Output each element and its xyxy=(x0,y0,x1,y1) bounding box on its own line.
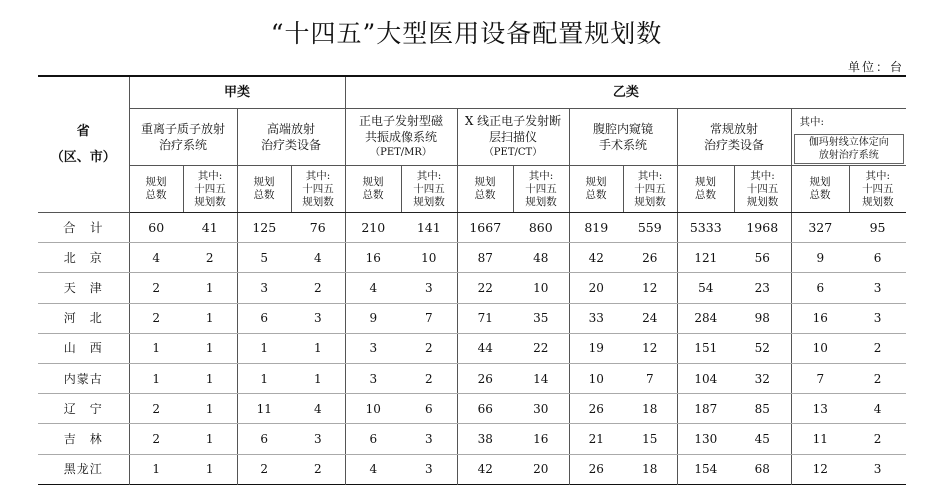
table-cell: 32 xyxy=(734,363,791,393)
sub-header-145-planned: 其中: 十四五 规划数 xyxy=(183,166,237,213)
gamma-knife-label: 伽玛射线立体定向 放射治疗系统 xyxy=(794,134,905,164)
province-name: 辽 宁 xyxy=(38,394,129,424)
table-cell: 860 xyxy=(513,213,569,243)
table-row xyxy=(38,243,906,273)
group-header-3: 正电子发射型磁 共振成像系统 （PET/MR） xyxy=(345,109,457,166)
table-cell: 16 xyxy=(345,243,401,273)
table-cell: 16 xyxy=(791,303,849,333)
table-row xyxy=(38,363,906,393)
table-cell: 6 xyxy=(237,424,291,454)
table-cell: 4 xyxy=(369,462,378,477)
group-header-4: X 线正电子发射断 层扫描仪 （PET/CT） xyxy=(457,109,569,166)
table-cell: 20 xyxy=(513,454,569,484)
table-cell: 56 xyxy=(734,243,791,273)
table-cell: 41 xyxy=(183,213,237,243)
table-cell: 12 xyxy=(812,462,828,477)
table-cell: 1 xyxy=(183,394,237,424)
province-name: 黑龙江 xyxy=(38,454,129,484)
table-cell: 2 xyxy=(401,363,457,393)
table-cell: 76 xyxy=(291,213,345,243)
table-cell: 819 xyxy=(569,213,623,243)
table-cell: 1 xyxy=(183,363,237,393)
table-cell: 52 xyxy=(734,333,791,363)
table-cell: 2 xyxy=(129,273,183,303)
table-cell: 3 xyxy=(401,454,457,484)
sub-header-145-planned: 其中: 十四五 规划数 xyxy=(401,166,457,213)
table-cell: 95 xyxy=(849,213,906,243)
table-cell: 54 xyxy=(677,273,734,303)
province-name: 河 北 xyxy=(38,303,129,333)
table-cell: 35 xyxy=(513,303,569,333)
table-cell: 3 xyxy=(849,273,906,303)
table-cell: 6 xyxy=(401,394,457,424)
table-cell: 1 xyxy=(183,303,237,333)
table-cell: 12 xyxy=(623,333,677,363)
table-cell: 16 xyxy=(513,424,569,454)
sub-header-145-planned: 其中: 十四五 规划数 xyxy=(849,166,906,213)
table-cell: 5333 xyxy=(677,213,734,243)
table-row xyxy=(38,394,906,424)
table-cell: 21 xyxy=(569,424,623,454)
group-header-6: 常规放射 治疗类设备 xyxy=(677,109,791,166)
table-cell: 22 xyxy=(457,273,513,303)
sub-header-145-planned: 其中: 十四五 规划数 xyxy=(513,166,569,213)
table-cell: 24 xyxy=(623,303,677,333)
table-cell: 18 xyxy=(623,454,677,484)
group-header-1: 重离子质子放射 治疗系统 xyxy=(129,109,237,166)
table-cell: 4 xyxy=(129,243,183,273)
table-cell: 1 xyxy=(291,333,345,363)
table-cell: 10 xyxy=(791,333,849,363)
province-name: 天 津 xyxy=(38,273,129,303)
table-row xyxy=(38,424,906,454)
table-cell: 6 xyxy=(791,273,849,303)
table-cell: 44 xyxy=(457,333,513,363)
table-cell: 42 xyxy=(477,462,493,477)
sub-header-planned-total: 规划 总数 xyxy=(677,166,734,213)
gamma-knife-header xyxy=(791,109,906,166)
table-cell: 3 xyxy=(345,333,401,363)
table-row xyxy=(38,333,906,363)
table-cell: 42 xyxy=(569,243,623,273)
table-cell: 327 xyxy=(791,213,849,243)
table-cell: 284 xyxy=(677,303,734,333)
table-cell: 2 xyxy=(129,394,183,424)
table-cell: 10 xyxy=(513,273,569,303)
table-cell: 3 xyxy=(291,424,345,454)
table-cell: 13 xyxy=(791,394,849,424)
table-cell: 559 xyxy=(623,213,677,243)
table-cell: 3 xyxy=(849,303,906,333)
table-cell: 2 xyxy=(129,303,183,333)
sub-header-145-planned: 其中: 十四五 规划数 xyxy=(734,166,791,213)
table-cell: 3 xyxy=(345,363,401,393)
table-cell: 26 xyxy=(569,394,623,424)
table-cell: 4 xyxy=(291,394,345,424)
table-cell: 3 xyxy=(291,303,345,333)
table-cell: 48 xyxy=(513,243,569,273)
table-cell: 5 xyxy=(237,243,291,273)
page-title: “十四五”大型医用设备配置规划数 xyxy=(270,19,663,48)
table-cell: 2 xyxy=(260,462,269,477)
table-cell: 2 xyxy=(849,333,906,363)
province-header: 省 （区、市） xyxy=(38,76,129,213)
table-cell: 68 xyxy=(734,454,791,484)
table-cell: 10 xyxy=(401,243,457,273)
table-cell: 10 xyxy=(569,363,623,393)
table-row xyxy=(38,303,906,333)
table-cell: 187 xyxy=(677,394,734,424)
table-cell: 1 xyxy=(129,363,183,393)
total-row xyxy=(38,213,906,243)
table-cell: 7 xyxy=(791,363,849,393)
table-cell: 45 xyxy=(734,424,791,454)
table-cell: 1968 xyxy=(734,213,791,243)
table-cell: 30 xyxy=(513,394,569,424)
province-name: 山 西 xyxy=(38,333,129,363)
table-cell: 18 xyxy=(623,394,677,424)
table-cell: 15 xyxy=(623,424,677,454)
table-cell: 12 xyxy=(623,273,677,303)
table-header xyxy=(38,76,906,213)
table-cell: 87 xyxy=(457,243,513,273)
table-cell: 85 xyxy=(734,394,791,424)
group-header-2: 高端放射 治疗类设备 xyxy=(237,109,345,166)
table-cell: 2 xyxy=(183,243,237,273)
table-cell: 1 xyxy=(183,454,237,484)
table-cell: 7 xyxy=(401,303,457,333)
table-cell: 141 xyxy=(401,213,457,243)
table-cell: 1 xyxy=(129,333,183,363)
table-cell: 210 xyxy=(345,213,401,243)
table-cell: 104 xyxy=(677,363,734,393)
table-cell: 6 xyxy=(849,243,906,273)
table-cell: 60 xyxy=(129,213,183,243)
table-cell: 1 xyxy=(183,424,237,454)
table-cell: 4 xyxy=(849,394,906,424)
table-cell: 4 xyxy=(345,273,401,303)
table-cell: 1 xyxy=(183,273,237,303)
table-cell: 2 xyxy=(129,424,183,454)
table-row xyxy=(38,273,906,303)
table-cell: 151 xyxy=(677,333,734,363)
table-cell: 1 xyxy=(237,363,291,393)
sub-header-145-planned: 其中: 十四五 规划数 xyxy=(291,166,345,213)
table-body xyxy=(38,213,906,485)
table-cell: 22 xyxy=(513,333,569,363)
table-cell: 130 xyxy=(677,424,734,454)
table-cell: 2 xyxy=(291,273,345,303)
table-cell: 1 xyxy=(237,333,291,363)
sub-header-planned-total: 规划 总数 xyxy=(237,166,291,213)
province-name: 吉 林 xyxy=(38,424,129,454)
table-cell: 2 xyxy=(849,363,906,393)
class-a-header: 甲类 xyxy=(129,76,345,109)
table-cell: 3 xyxy=(401,424,457,454)
table-cell: 6 xyxy=(237,303,291,333)
sub-header-planned-total: 规划 总数 xyxy=(569,166,623,213)
table-cell: 1 xyxy=(291,363,345,393)
table-cell: 11 xyxy=(791,424,849,454)
sub-header-145-planned: 其中: 十四五 规划数 xyxy=(623,166,677,213)
table-cell: 7 xyxy=(623,363,677,393)
table-cell: 1 xyxy=(183,333,237,363)
table-cell: 33 xyxy=(569,303,623,333)
unit-label: 单位：台 xyxy=(847,60,904,74)
table-cell: 3 xyxy=(401,273,457,303)
table-cell: 1667 xyxy=(457,213,513,243)
table-cell: 66 xyxy=(457,394,513,424)
table-cell: 26 xyxy=(588,462,604,477)
table-cell: 121 xyxy=(677,243,734,273)
table-cell: 6 xyxy=(345,424,401,454)
table-cell: 2 xyxy=(401,333,457,363)
table-cell: 3 xyxy=(237,273,291,303)
table-cell: 2 xyxy=(291,454,345,484)
sub-header-planned-total: 规划 总数 xyxy=(129,166,183,213)
gamma-of-which: 其中: xyxy=(799,116,825,128)
table-cell: 4 xyxy=(291,243,345,273)
table-cell: 20 xyxy=(569,273,623,303)
table-cell: 38 xyxy=(457,424,513,454)
table-cell: 19 xyxy=(569,333,623,363)
table-cell: 98 xyxy=(734,303,791,333)
table-cell: 10 xyxy=(345,394,401,424)
sub-header-planned-total: 规划 总数 xyxy=(791,166,849,213)
table-cell: 23 xyxy=(734,273,791,303)
table-cell: 11 xyxy=(237,394,291,424)
table-cell: 125 xyxy=(237,213,291,243)
equipment-plan-table xyxy=(38,75,906,485)
sub-header-planned-total: 规划 总数 xyxy=(457,166,513,213)
table-cell: 154 xyxy=(694,462,718,477)
table-cell: 14 xyxy=(513,363,569,393)
table-cell: 26 xyxy=(623,243,677,273)
province-name: 内蒙古 xyxy=(38,363,129,393)
table-cell: 3 xyxy=(873,462,882,477)
sub-header-planned-total: 规划 总数 xyxy=(345,166,401,213)
table-cell: 2 xyxy=(849,424,906,454)
group-header-5: 腹腔内窥镜 手术系统 xyxy=(569,109,677,166)
sub-header-row xyxy=(38,166,906,213)
table-cell: 1 xyxy=(152,462,161,477)
class-b-header: 乙类 xyxy=(345,76,906,109)
group-header-row xyxy=(38,109,906,166)
table-cell: 71 xyxy=(457,303,513,333)
province-name: 合 计 xyxy=(38,213,129,243)
province-name: 北 京 xyxy=(38,243,129,273)
table-cell: 26 xyxy=(457,363,513,393)
table-cell: 9 xyxy=(791,243,849,273)
table-cell: 9 xyxy=(345,303,401,333)
table-row xyxy=(38,454,906,484)
